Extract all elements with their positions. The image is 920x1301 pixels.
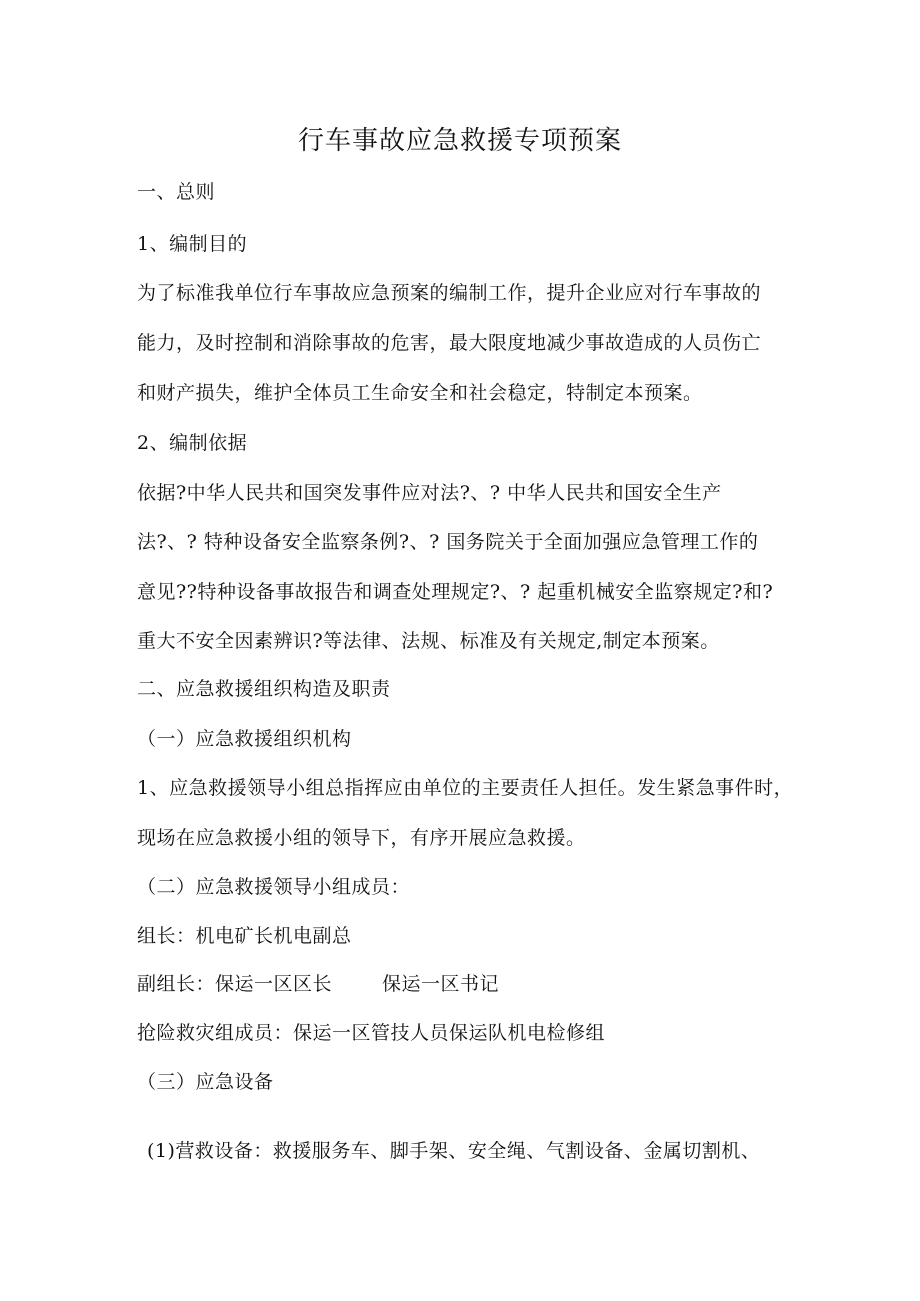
subsection-heading-equipment: （三）应急设备 xyxy=(137,1071,274,1093)
section-heading-general: 一、总则 xyxy=(137,181,216,203)
paragraph-line: 意见??特种设备事故报告和调查处理规定?、? 起重机械安全监察规定?和? xyxy=(137,581,774,603)
member-deputy-leader xyxy=(137,972,499,996)
member-leader: 组长：机电矿长机电副总 xyxy=(137,925,352,947)
subsection-heading-purpose: 1、编制目的 xyxy=(137,233,248,255)
deputy-leader-2: 保运一区书记 xyxy=(382,973,500,995)
paragraph-line: 1、应急救援领导小组总指挥应由单位的主要责任人担任。发生紧急事件时， xyxy=(137,777,794,799)
deputy-leader-1: 副组长：保运一区区长 xyxy=(137,973,333,995)
paragraph-line: 为了标准我单位行车事故应急预案的编制工作，提升企业应对行车事故的 xyxy=(137,282,762,304)
subsection-heading-basis: 2、编制依据 xyxy=(137,432,248,454)
paragraph-line: 现场在应急救援小组的领导下，有序开展应急救援。 xyxy=(137,827,586,849)
paragraph-line: 能力，及时控制和消除事故的危害，最大限度地减少事故造成的人员伤亡 xyxy=(137,332,762,354)
subsection-heading-members: （二）应急救援领导小组成员： xyxy=(137,876,411,898)
paragraph-line: 法?、? 特种设备安全监察条例?、? 国务院关于全面加强应急管理工作的 xyxy=(137,531,759,553)
document-title: 行车事故应急救援专项预案 xyxy=(297,126,622,156)
paragraph-line: 依据?中华人民共和国突发事件应对法?、? 中华人民共和国安全生产 xyxy=(137,482,722,504)
subsection-heading-agency: （一）应急救援组织机构 xyxy=(137,728,352,750)
equipment-list-item: (1)营救设备：救援服务车、脚手架、安全绳、气割设备、金属切割机、 xyxy=(147,1140,761,1162)
paragraph-line: 重大不安全因素辨识?等法律、法规、标准及有关规定,制定本预案。 xyxy=(137,630,720,652)
member-rescue-group: 抢险救灾组成员：保运一区管技人员保运队机电检修组 xyxy=(137,1022,606,1044)
paragraph-line: 和财产损失，维护全体员工生命安全和社会稳定，特制定本预案。 xyxy=(137,382,703,404)
section-heading-organization: 二、应急救援组织构造及职责 xyxy=(137,678,391,700)
